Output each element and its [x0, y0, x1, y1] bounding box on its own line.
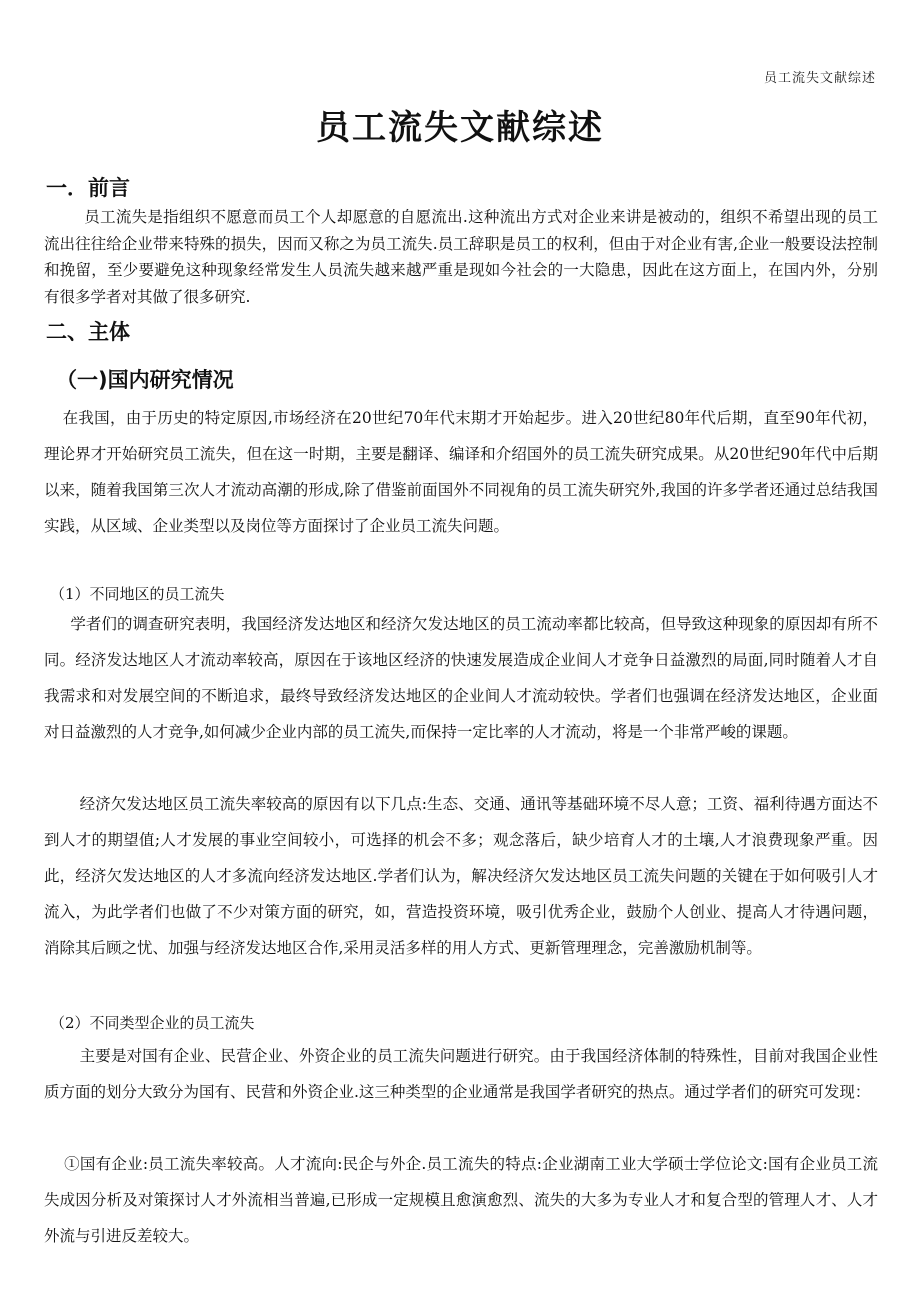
region-paragraph-1: 学者们的调查研究表明，我国经济发达地区和经济欠发达地区的员工流动率都比较高，但导致这种现象的原因却有所不同。经济发达地区人才流动率较高，原因在于该地区经济的快速发展造成企业间人才竞争日益激烈的局面,同时随着人才自我需求和对发展空间的不断追求，最终导致经济发达地区的企业间人才流动较快。学者们也强调在经济发达地区，企业面对日益激烈的人才竞争,如何减少企业内部的员工流失,而保持一定比率的人才流动，将是一个非常严峻的课题。: [44, 615, 878, 741]
region-subheading: （1）不同地区的员工流失: [50, 585, 225, 603]
type-paragraph: 主要是对国有企业、民营企业、外资企业的员工流失问题进行研究。由于我国经济体制的特殊性，目前对我国企业性质方面的划分大致分为国有、民营和外资企业.这三种类型的企业通常是我国学者研究的热点。通过学者们的研究可发现：: [44, 1047, 878, 1101]
type-subheading: （2）不同类型企业的员工流失: [50, 1014, 255, 1032]
domestic-research-paragraph: 在我国，由于历史的特定原因,市场经济在20世纪70年代末期才开始起步。进入20世纪80年代后期，直至90年代初，理论界才开始研究员工流失，但在这一时期，主要是翻译、编译和介绍国外的员工流失研究成果。从20世纪90年代中后期以来，随着我国第三次人才流动高潮的形成,除了借鉴前面国外不同视角的员工流失研究外,我国的许多学者还通过总结我国实践，从区域、企业类型以及岗位等方面探讨了企业员工流失问题。: [44, 409, 878, 535]
document-title: 员工流失文献综述: [316, 108, 604, 148]
region-paragraph-2: 经济欠发达地区员工流失率较高的原因有以下几点:生态、交通、通讯等基础环境不尽人意；工资、福利待遇方面达不到人才的期望值;人才发展的事业空间较小，可选择的机会不多；观念落后，缺少培育人才的土壤,人才浪费现象严重。因此，经济欠发达地区的人才多流向经济发达地区.学者们认为，解决经济欠发达地区员工流失问题的关键在于如何吸引人才流入，为此学者们也做了不少对策方面的研究，如，营造投资环境，吸引优秀企业，鼓励个人创业、提高人才待遇问题，消除其后顾之忧、加强与经济发达地区合作,采用灵活多样的用人方式、更新管理理念，完善激励机制等。: [44, 795, 878, 957]
preface-paragraph: 员工流失是指组织不愿意而员工个人却愿意的自愿流出.这种流出方式对企业来讲是被动的，组织不希望出现的员工流出往往给企业带来特殊的损失，因而又称之为员工流失.员工辞职是员工的权利，但由于对企业有害,企业一般要设法控制和挽留，至少要避免这种现象经常发生人员流失越来越严重是现如今社会的一大隐患，因此在这方面上，在国内外，分别有很多学者对其做了很多研究.: [44, 208, 878, 306]
domestic-research-heading: （一)国内研究情况: [56, 368, 234, 392]
preface-heading: 一．前言: [46, 176, 130, 200]
body-heading: 二、主体: [46, 320, 130, 344]
running-header: 员工流失文献综述: [763, 71, 876, 86]
soe-paragraph: ①国有企业:员工流失率较高。人才流向:民企与外企.员工流失的特点:企业湖南工业大学硕士学位论文:国有企业员工流失成因分析及对策探讨人才外流相当普遍,已形成一定规模且愈演愈烈、流失的大多为专业人才和复合型的管理人才、人才外流与引进反差较大。: [44, 1155, 878, 1245]
